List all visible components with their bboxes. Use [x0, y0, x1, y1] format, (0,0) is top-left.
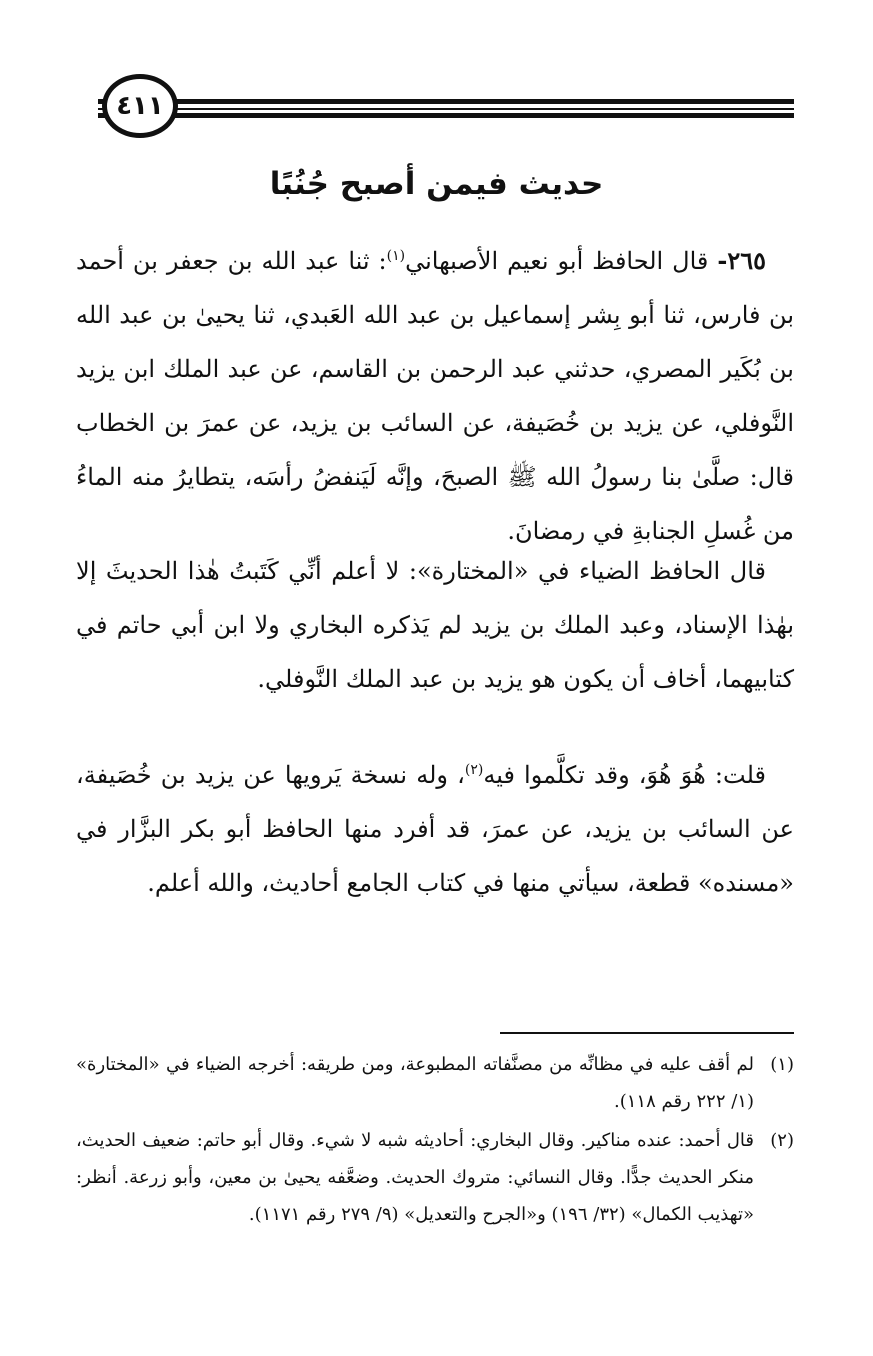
header-rule-bottom: [98, 113, 794, 118]
header-rule-top: [98, 99, 794, 104]
author-note-paragraph: [76, 748, 794, 910]
footnote-divider: [500, 1032, 794, 1034]
footnote-item: [76, 1046, 794, 1120]
paragraph-text: قال الحافظ أبو نعيم الأصبهاني: [405, 247, 718, 275]
footnote-text: قال أحمد: عنده مناكير. وقال البخاري: أحاديثه شبه لا شيء. وقال أبو حاتم: ضعيف الحديث، منكر الحديث جدًّا. وقال النسائي: متروك الحديث. وضعَّفه يحيىٰ بن معين، وأبو زرعة. أنظر: «تهذيب الكمال» (٣٢/ ١٩٦) و«الجرح والتعديل» (٩/ ٢٧٩ رقم ١١٧١).: [76, 1130, 754, 1225]
footnote-reference[interactable]: (١): [386, 248, 406, 264]
paragraph-text: ، وله نسخة يَرويها عن يزيد بن خُصَيفة، عن السائب بن يزيد، عن عمرَ، قد أفرد منها الحافظ أبو بكر البزَّار في «مسنده» قطعة، سيأتي منها في كتاب الجامع أحاديث، والله أعلم.: [76, 761, 794, 897]
paragraph-text: : ثنا عبد الله بن جعفر بن أحمد بن فارس، ثنا أبو بِشر إسماعيل بن عبد الله العَبدي، ثنا يحيىٰ بن عبد الله بن بُكَير المصري، حدثني عبد الرحمن بن القاسم، عن عبد الملك ابن يزيد النَّوفلي، عن يزيد بن خُصَيفة، عن السائب بن يزيد، عن عمرَ بن الخطاب قال: صلَّىٰ بنا رسولُ الله ﷺ الصبحَ، وإنَّه لَيَنفضُ رأسَه، يتطايرُ منه الماءُ من غُسلِ الجنابةِ في رمضانَ.: [76, 247, 794, 545]
footnote-marker: (١): [770, 1054, 794, 1075]
section-title: حديث فيمن أصبح جُنُبًا: [269, 166, 604, 202]
footnotes-section: [76, 1046, 794, 1235]
footnote-text: لم أقف عليه في مظانِّه من مصنَّفاته المطبوعة، ومن طريقه: أخرجه الضياء في «المختارة» (١/ ٢٢٢ رقم ١١٨).: [76, 1054, 754, 1112]
paragraph-text: قال الحافظ الضياء في «المختارة»: لا أعلم أنِّي كَتَبتُ هٰذا الحديثَ إلا بهٰذا الإسناد، وعبد الملك بن يزيد لم يَذكره البخاري ولا ابن أبي حاتم في كتابيهما، أخاف أن يكون هو يزيد بن عبد الملك النَّوفلي.: [76, 557, 794, 693]
footnote-marker: (٢): [770, 1130, 794, 1151]
page-number-badge: [102, 74, 178, 138]
footnote-reference[interactable]: (٢): [464, 762, 484, 778]
paragraph-text: قلت: هُوَ هُوَ، وقد تكلَّموا فيه: [483, 761, 766, 789]
commentary-paragraph: [76, 544, 794, 706]
header-rule-middle: [98, 108, 794, 110]
footnote-item: [76, 1122, 794, 1233]
hadith-paragraph: [76, 234, 794, 558]
page-number: ٤١١: [116, 91, 164, 121]
hadith-number: ٢٦٥-: [717, 246, 766, 275]
